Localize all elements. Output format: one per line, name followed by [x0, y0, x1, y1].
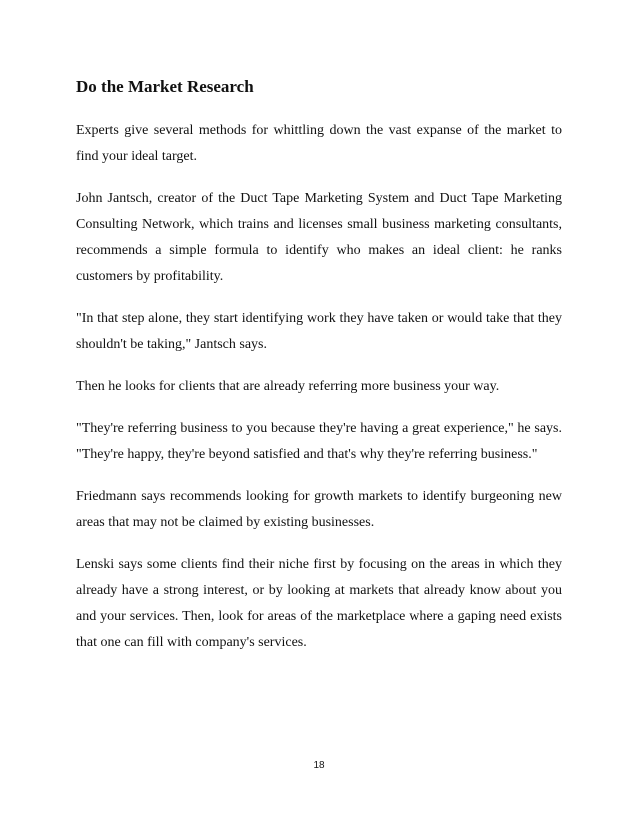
paragraph-lenski: Lenski says some clients find their niche first by focusing on the areas in which they already have a strong interest, or by looking at markets that already know about you and your services. Then, look for areas of the marketplace where a gaping need exists that one can fill with company's services. [76, 557, 562, 650]
paragraph-jantsch-quote: "In that step alone, they start identifying work they have taken or would take that they shouldn't be taking," Jantsch says. [76, 311, 562, 352]
paragraph-experts: Experts give several methods for whittling down the vast expanse of the market to find your ideal target. [76, 123, 562, 164]
section-heading: Do the Market Research [76, 77, 254, 96]
paragraph-jantsch-intro: John Jantsch, creator of the Duct Tape Marketing System and Duct Tape Marketing Consulting Network, which trains and licenses small business marketing consultants, recommends a simple formula to identify who makes an ideal client: he ranks customers by profitability. [76, 191, 562, 284]
page-number: 18 [313, 760, 325, 771]
paragraph-referring-quote: "They're referring business to you because they're having a great experience," he says. "They're happy, they're beyond satisfied and that's why they're referring business." [76, 421, 562, 462]
paragraph-friedmann: Friedmann says recommends looking for growth markets to identify burgeoning new areas that may not be claimed by existing businesses. [76, 489, 562, 530]
paragraph-referring-clients: Then he looks for clients that are already referring more business your way. [76, 379, 500, 394]
page-content [76, 76, 562, 672]
